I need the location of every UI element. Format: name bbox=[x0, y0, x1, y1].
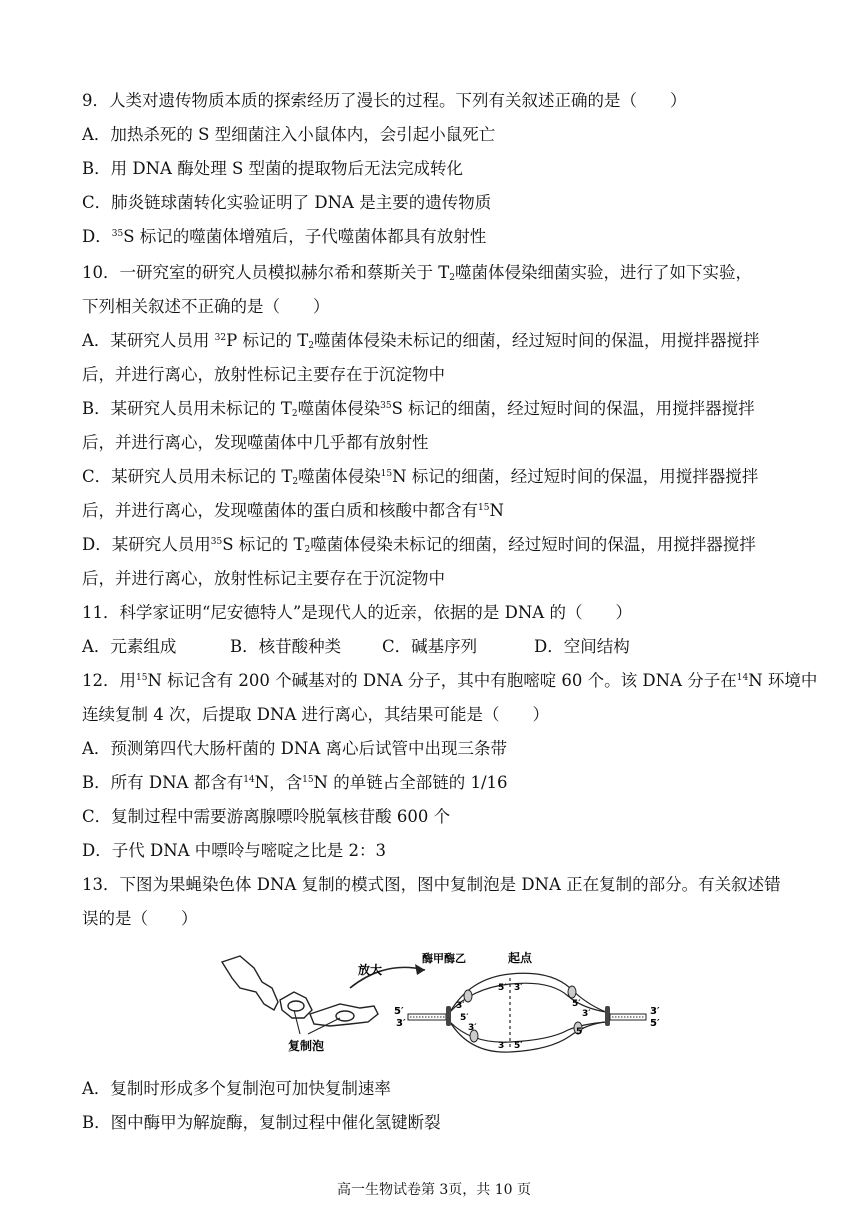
bubble-5-bottom-right: 5′ bbox=[514, 1041, 523, 1051]
q10-option-c-line1: C．某研究人员用未标记的 $T_2$噬菌体侵染$^{15}$N 标记的细菌，经过短时间的保温，用搅拌器搅拌 bbox=[82, 467, 759, 487]
left-5-end: 5′ bbox=[394, 1006, 404, 1017]
bubble-3-left-lower: 3′ bbox=[468, 1023, 477, 1033]
q13-stem-line2: 误的是（ ） bbox=[82, 909, 198, 928]
q10-option-a-line2: 后，并进行离心，放射性标记主要存在于沉淀物中 bbox=[82, 365, 445, 384]
q12-option-d: D．子代 DNA 中嘌呤与嘧啶之比是 2：3 bbox=[82, 841, 387, 860]
bubble-3-top-right: 3′ bbox=[514, 983, 523, 993]
q11-option-a: A．元素组成 bbox=[82, 637, 177, 656]
bubble-3-bottom-left: 3′ bbox=[498, 1041, 507, 1051]
bubble-5-top-left: 5′ bbox=[498, 983, 507, 993]
q11-option-d: D．空间结构 bbox=[534, 637, 630, 656]
q12-option-a: A．预测第四代大肠杆菌的 DNA 离心后试管中出现三条带 bbox=[82, 739, 507, 758]
left-3-end: 3′ bbox=[396, 1018, 406, 1029]
zoom-arrowhead bbox=[415, 964, 425, 975]
q10-option-d-line2: 后，并进行离心，放射性标记主要存在于沉淀物中 bbox=[82, 569, 445, 588]
q12-stem-line1: 12．用$^{15}$N 标记含有 200 个碱基对的 DNA 分子，其中有胞嘧啶 60 个。该 DNA 分子在$^{14}$N 环境中 bbox=[82, 671, 818, 690]
q11-option-b: B．核苷酸种类 bbox=[230, 637, 342, 656]
q9-option-a: A．加热杀死的 S 型细菌注入小鼠体内，会引起小鼠死亡 bbox=[82, 125, 496, 144]
q13-option-b: B．图中酶甲为解旋酶，复制过程中催化氢键断裂 bbox=[82, 1113, 441, 1132]
chromosome-drawing bbox=[222, 956, 378, 1026]
right-duplex bbox=[610, 1014, 646, 1020]
q11-options bbox=[82, 636, 802, 658]
right-3-end: 3′ bbox=[650, 1006, 660, 1017]
dna-replication-figure bbox=[210, 948, 670, 1058]
zoom-label: 放大 bbox=[358, 963, 383, 977]
q10-stem-line2: 下列相关叙述不正确的是（ ） bbox=[82, 297, 330, 316]
q10-option-c-line2: 后，并进行离心，发现噬菌体的蛋白质和核酸中都含有$^{15}$N bbox=[82, 501, 504, 520]
bubble-3-right-mid: 3′ bbox=[582, 1009, 591, 1019]
right-5-end: 5′ bbox=[650, 1018, 660, 1029]
origin-label: 起点 bbox=[508, 951, 533, 965]
q9-option-b: B．用 DNA 酶处理 S 型菌的提取物后无法完成转化 bbox=[82, 159, 463, 178]
q9-option-d: D．$^{35}$S 标记的噬菌体增殖后，子代噬菌体都具有放射性 bbox=[82, 227, 487, 246]
q11-option-c: C．碱基序列 bbox=[382, 637, 478, 656]
q10-option-b-line2: 后，并进行离心，发现噬菌体中几乎都有放射性 bbox=[82, 433, 429, 452]
q12-option-c: C．复制过程中需要游离腺嘌呤脱氧核苷酸 600 个 bbox=[82, 807, 451, 826]
q10-option-d-line1: D．某研究人员用$^{35}$S 标记的 $T_2$噬菌体侵染未标记的细菌，经过短时间的保温，用搅拌器搅拌 bbox=[82, 535, 756, 555]
q13-stem-line1: 13．下图为果蝇染色体 DNA 复制的模式图，图中复制泡是 DNA 正在复制的部分。有关叙述错 bbox=[82, 875, 781, 894]
page-footer: 高一生物试卷第 3页，共 10 页 bbox=[336, 1182, 532, 1198]
q12-option-b: B．所有 DNA 都含有$^{14}$N，含$^{15}$N 的单链占全部链的 1/16 bbox=[82, 773, 508, 792]
q12-stem-line2: 连续复制 4 次，后提取 DNA 进行离心，其结果可能是（ ） bbox=[82, 705, 550, 724]
q10-stem-line1: 10．一研究室的研究人员模拟赫尔希和蔡斯关于 $T_2$噬菌体侵染细菌实验，进行了如下实验， bbox=[82, 263, 752, 283]
bubble-5-right-lower: 5′ bbox=[576, 1027, 585, 1037]
q9-stem: 9．人类对遗传物质本质的探索经历了漫长的过程。下列有关叙述正确的是（ ） bbox=[82, 91, 687, 110]
enzyme-label: 酶甲酶乙 bbox=[422, 952, 466, 965]
left-duplex bbox=[408, 1014, 446, 1020]
q10-option-a-line1: A．某研究人员用 $^{32}$P 标记的 $T_2$噬菌体侵染未标记的细菌，经过短时间的保温，用搅拌器搅拌 bbox=[82, 331, 760, 351]
q13-option-a: A．复制时形成多个复制泡可加快复制速率 bbox=[82, 1079, 391, 1098]
q9-option-c: C．肺炎链球菌转化实验证明了 DNA 是主要的遗传物质 bbox=[82, 193, 492, 212]
bubble-5-left-mid: 5′ bbox=[460, 1013, 469, 1023]
q11-stem: 11．科学家证明“尼安德特人”是现代人的近亲，依据的是 DNA 的（ ） bbox=[82, 603, 632, 622]
bubble-3-left-upper: 3′ bbox=[456, 1001, 465, 1011]
q10-option-b-line1: B．某研究人员用未标记的 $T_2$噬菌体侵染$^{35}$S 标记的细菌，经过短时间的保温，用搅拌器搅拌 bbox=[82, 399, 755, 419]
bubble-5-right-upper: 5′ bbox=[572, 999, 581, 1009]
bubble-label: 复制泡 bbox=[288, 1039, 325, 1053]
bubble-pointer-lines bbox=[294, 1010, 340, 1034]
